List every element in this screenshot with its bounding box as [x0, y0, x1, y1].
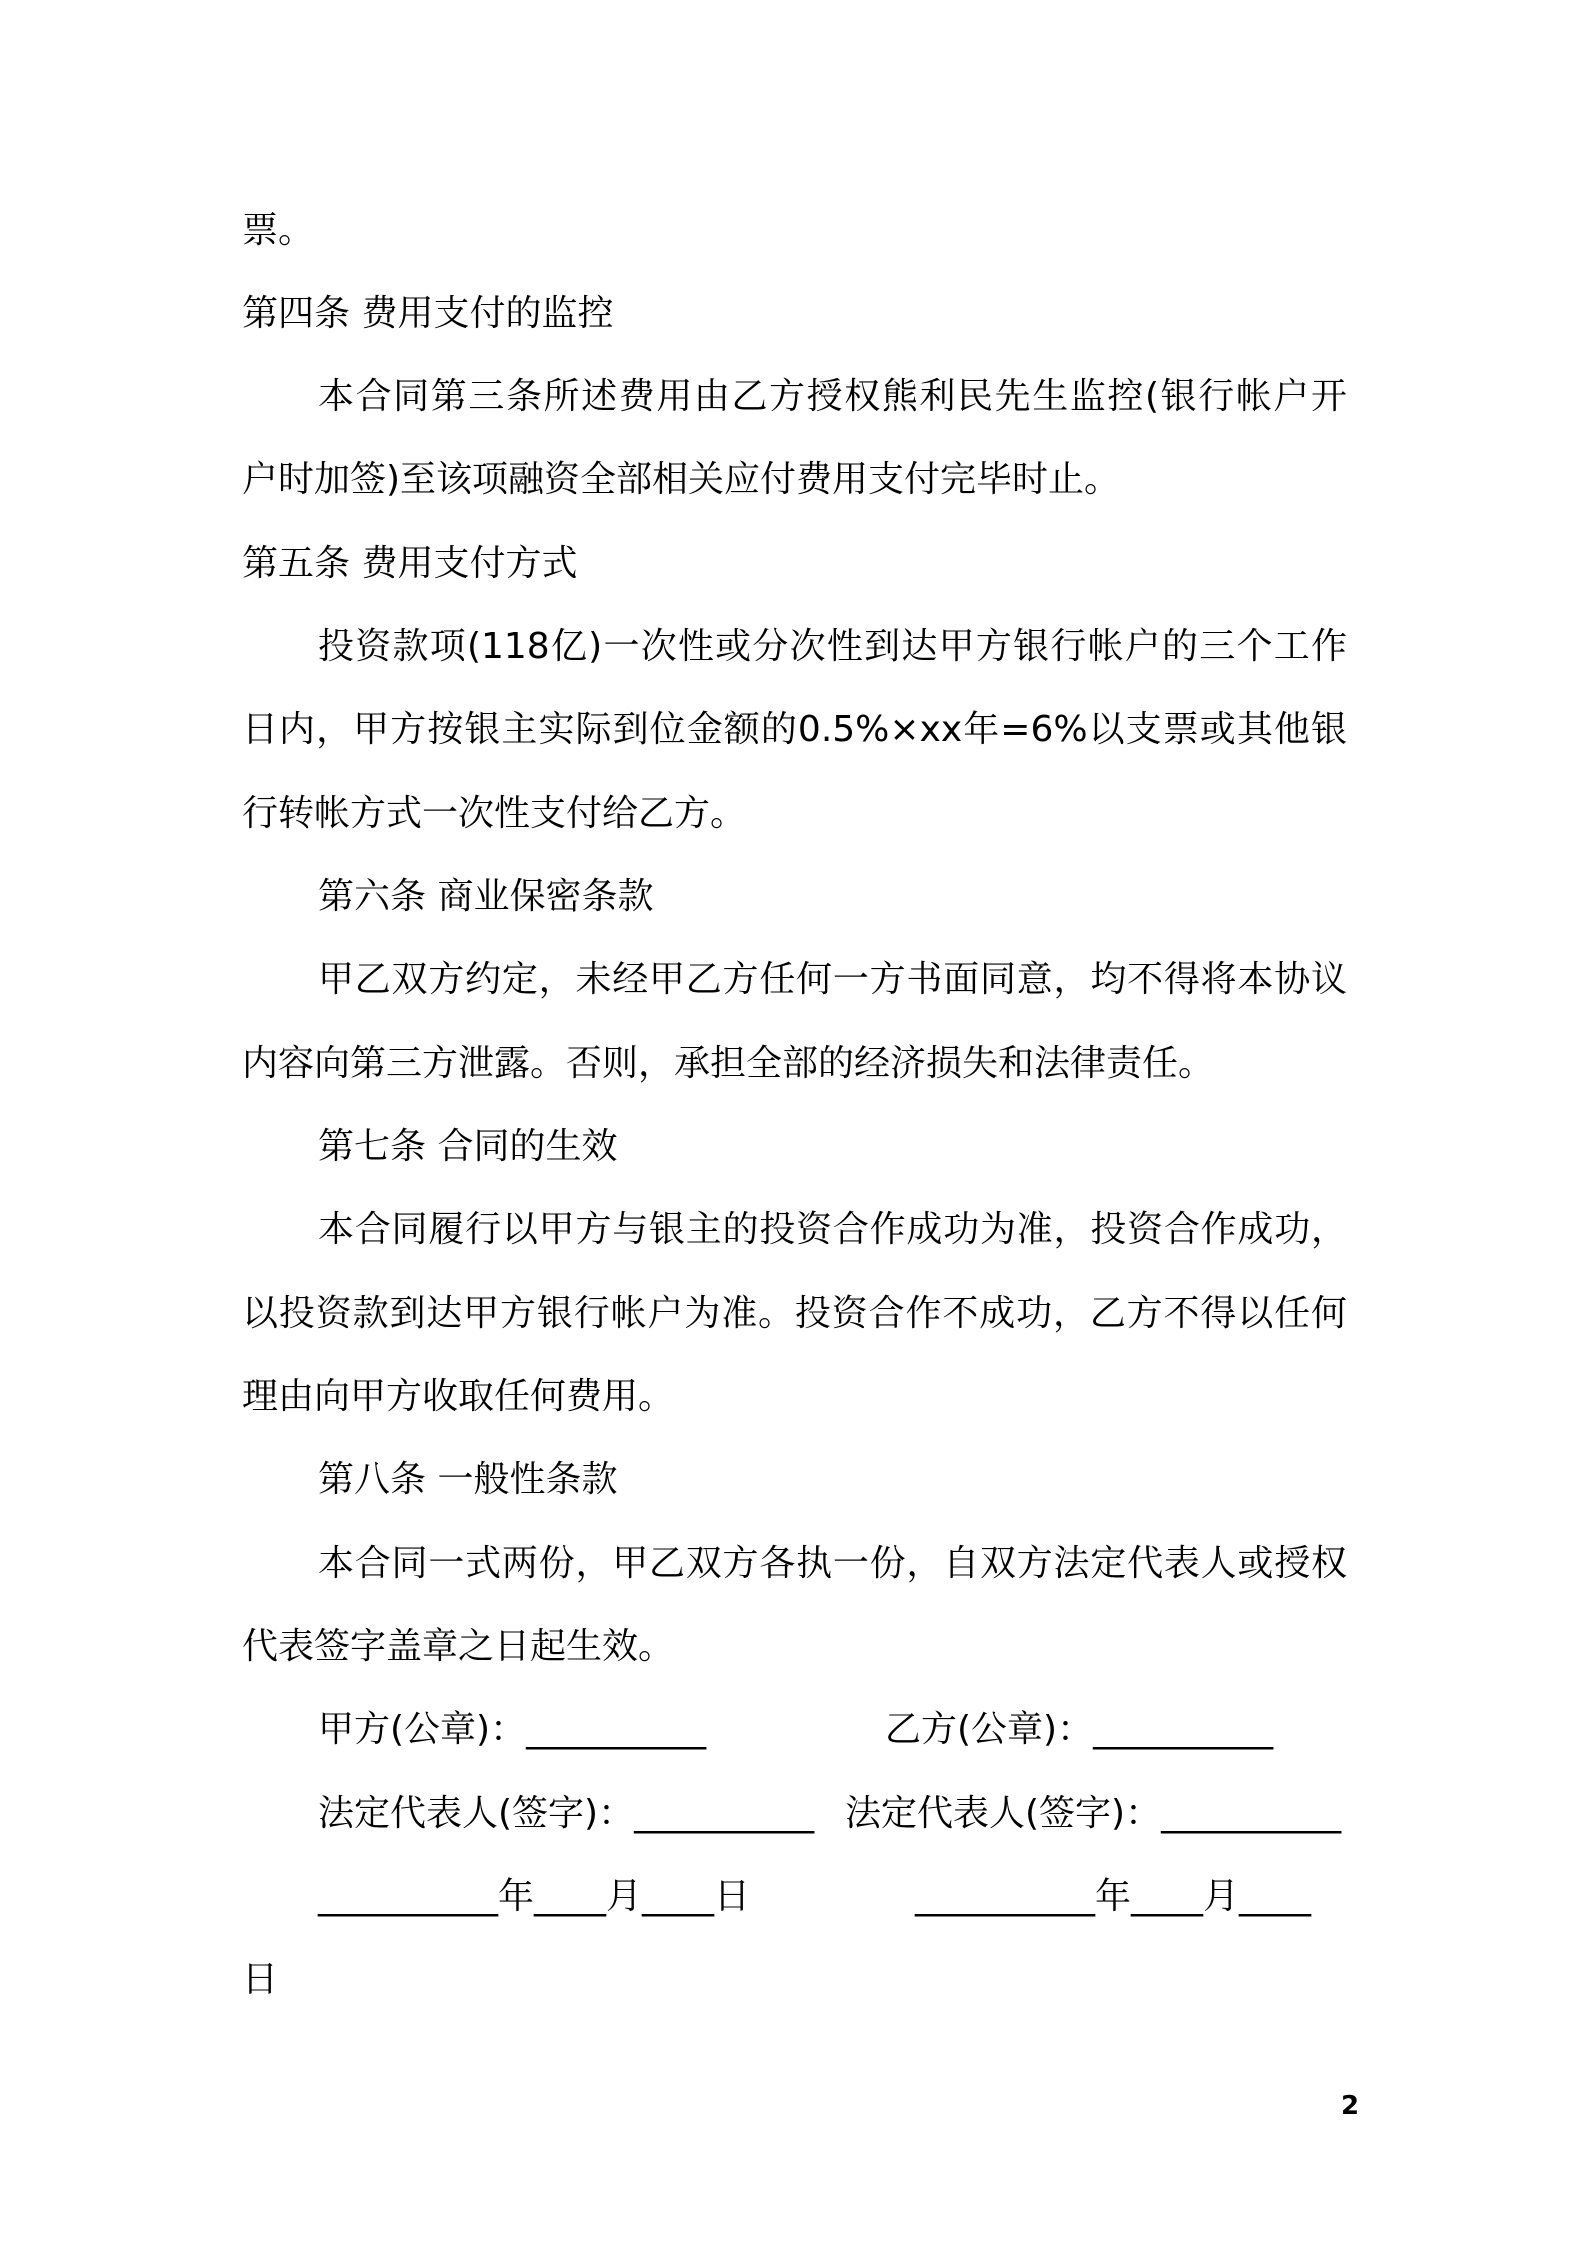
- party-b-date-line: __________年____月____: [915, 1876, 1311, 1917]
- paragraph-line: 代表签字盖章之日起生效。: [242, 1626, 675, 1667]
- paragraph-line: 户时加签)至该项融资全部相关应付费用支付完毕时止。: [242, 459, 1121, 500]
- paragraph-line: 本合同第三条所述费用由乙方授权熊利民先生监控(银行帐户开: [318, 376, 1347, 417]
- paragraph-line: 理由向甲方收取任何费用。: [242, 1376, 675, 1417]
- party-a-seal-line: 甲方(公章)：__________: [318, 1709, 707, 1750]
- section-heading-6: 第六条 商业保密条款: [318, 876, 654, 917]
- section-heading-4: 第四条 费用支付的监控: [242, 293, 614, 334]
- party-b-date-day: 日: [242, 1959, 279, 2000]
- page-number: 2: [1340, 2091, 1360, 2121]
- section-heading-8: 第八条 一般性条款: [318, 1459, 618, 1500]
- paragraph-line: 内容向第三方泄露。否则，承担全部的经济损失和法律责任。: [242, 1043, 1215, 1084]
- party-b-rep-line: 法定代表人(签字)：__________: [845, 1793, 1342, 1834]
- paragraph-line: 行转帐方式一次性支付给乙方。: [242, 793, 747, 834]
- party-b-seal-line: 乙方(公章)：__________: [885, 1709, 1274, 1750]
- section-heading-5: 第五条 费用支付方式: [242, 543, 578, 584]
- party-a-rep-line: 法定代表人(签字)：__________: [318, 1793, 815, 1834]
- paragraph-line: 日内，甲方按银主实际到位金额的0.5%×xx年=6%以支票或其他银: [242, 709, 1347, 750]
- paragraph-line: 本合同履行以甲方与银主的投资合作成功为准，投资合作成功，: [318, 1209, 1347, 1250]
- paragraph-line: 票。: [242, 210, 315, 251]
- section-heading-7: 第七条 合同的生效: [318, 1126, 618, 1167]
- party-a-date-line: __________年____月____日: [318, 1876, 750, 1917]
- paragraph-line: 本合同一式两份，甲乙双方各执一份，自双方法定代表人或授权: [318, 1543, 1347, 1584]
- paragraph-line: 甲乙双方约定，未经甲乙方任何一方书面同意，均不得将本协议: [318, 959, 1347, 1000]
- paragraph-line: 投资款项(118亿)一次性或分次性到达甲方银行帐户的三个工作: [318, 626, 1347, 667]
- paragraph-line: 以投资款到达甲方银行帐户为准。投资合作不成功，乙方不得以任何: [242, 1293, 1347, 1334]
